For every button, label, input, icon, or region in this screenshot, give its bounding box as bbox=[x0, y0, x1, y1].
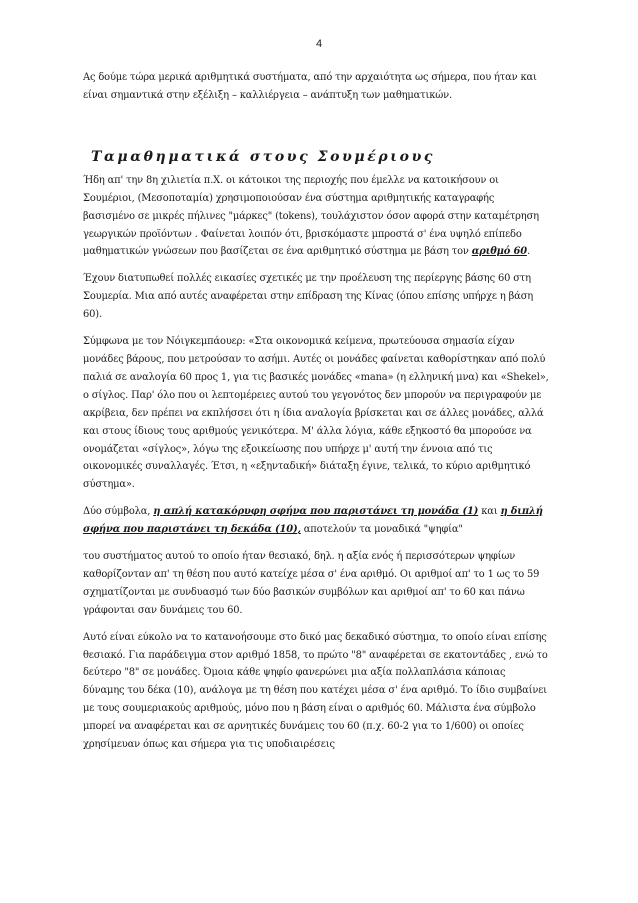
paragraph-base-60-theories: Έχουν διατυπωθεί πολλές εικασίες σχετικές με την προέλευση της περίεργης βάσης 60 στη Σουμερία. Μια από αυτές αναφέρεται στην επίδραση της Κίνας (όπου επίσης υπήρχε η βάση 60). bbox=[83, 273, 534, 321]
emphasis-double-wedge: η διπλή σφήνα που παριστάνει τη δεκάδα (10), bbox=[83, 506, 543, 536]
emphasis-number-60: αριθμό 60 bbox=[471, 246, 527, 258]
intro-paragraph: Ας δούμε τώρα μερικά αριθμητικά συστήματα, από την αρχαιότητα ως σήμερα, που ήταν και είναι σημαντικά στην εξέλιξη – καλλιέργεια – ανάπτυξη των μαθηματικών. bbox=[83, 72, 537, 101]
paragraph-origins-text: Ήδη απ' την 8η χιλιετία π.Χ. οι κάτοικοι της περιοχής που έμελλε να κατοικήσουν οι Σουμέριοι, (Μεσοποταμία) χρησιμοποιούσαν ένα σύστημα αριθμητικής καταγραφής βασισμένο σε μικρές πήλινες "μάρκες" (tokens), τουλάχιστον όσον αφορά στην καταμέτρηση γεωργικών προϊόντων . Φαίνεται λοιπόν ότι, βρισκόμαστε μπροστά σ' ένα υψηλό επίπεδο μαθηματικών γνώσεων που βασίζεται σε ένα αριθμητικό σύστημα με βάση τον bbox=[83, 174, 539, 258]
paragraph-decimal-comparison: Αυτό είναι εύκολο να το κατανοήσουμε στο δικό μας δεκαδικό σύστημα, το οποίο είναι επίσης θεσιακό. Για παράδειγμα στον αριθμό 1858, το πρώτο "8" αναφέρεται σε εκατοντάδες , ενώ το δεύτερο "8" σε μονάδες. Όμοια κάθε ψηφίο φανερώνει μια αξία πολλαπλάσια κάποιας δύναμης του δέκα (10), ανάλογα με τη θέση που κατέχει μέσα σ' ένα αριθμό. Το ίδιο συμβαίνει με τους σουμεριακούς αριθμούς, μόνο που η βάση είναι ο αριθμός 60. Μάλιστα ένα σύμβολο μπορεί να αναφέρεται και σε αρνητικές δυνάμεις του 60 (π.χ. 60-2 για το 1/600) οι οποίες χρησίμευαν όπως και σήμερα για τις υποδιαιρέσεις bbox=[83, 631, 548, 751]
paragraph-two-symbols-middle: και bbox=[478, 506, 501, 518]
paragraph-neugebauer-quote: Σύμφωνα με τον Νόιγκεμπάουερ: «Στα οικονομικά κείμενα, πρωτεύουσα σημασία είχαν μονάδες βάρους, που μετρούσαν το ασήμι. Αυτές οι μονάδες φαίνεται καθορίστηκαν από πολύ παλιά σε αναλογία 60 προς 1, για τις βασικές μονάδες «mana» (η ελληνική μνα) και «Shekel», ο σίγλος. Παρ' όλο που οι λεπτομέρειες αυτού του γεγονότος δεν μπορούν να περιγραφούν με ακρίβεια, δεν πρέπει να εκπλήσσει ότι η ίδια αναλογία βρίσκεται και σε άλλες μονάδες, αλλά και στους ίδιους τους αριθμούς γενικότερα. Μ' άλλα λόγια, κάθε εξηκοστό θα μπορούσε να ονομάζεται «σίγλος», λόγω της εξοικείωσης που υπήρχε μ' αυτή την έννοια από τις οικονομικές συναλλαγές. Έτσι, η «εξηνταδική» διάταξη έγινε, τελικά, το κύριο αριθμητικό σύστημα». bbox=[83, 336, 549, 491]
paragraph-two-symbols bbox=[83, 503, 549, 539]
document-body bbox=[83, 69, 549, 763]
paragraph-positional-system: του συστήματος αυτού το οποίο ήταν θεσιακό, δηλ. η αξία ενός ή περισσότερων ψηφίων καθορίζονταν απ' τη θέση που αυτό κατείχε μέσα σ' ένα αριθμό. Οι αριθμοί απ' το 1 ως το 59 σχηματίζονται με συνδυασμό των δύο βασικών συμβόλων και αριθμοί απ' το 60 και πάνω γράφονται σαν δυνάμεις του 60. bbox=[83, 551, 540, 616]
section-heading: Ταμαθηματικά στους Σουμέριους bbox=[91, 148, 436, 165]
emphasis-single-wedge: η απλή κατακόρυφη σφήνα που παριστάνει τη μονάδα (1) bbox=[153, 506, 479, 518]
paragraph-origins bbox=[83, 172, 549, 262]
paragraph-two-symbols-end: αποτελούν τα μοναδικά "ψηφία" bbox=[300, 524, 463, 536]
page-number: 4 bbox=[315, 38, 323, 50]
paragraph-origins-end: . bbox=[526, 246, 530, 258]
paragraph-two-symbols-start: Δύο σύμβολα, bbox=[83, 506, 154, 518]
